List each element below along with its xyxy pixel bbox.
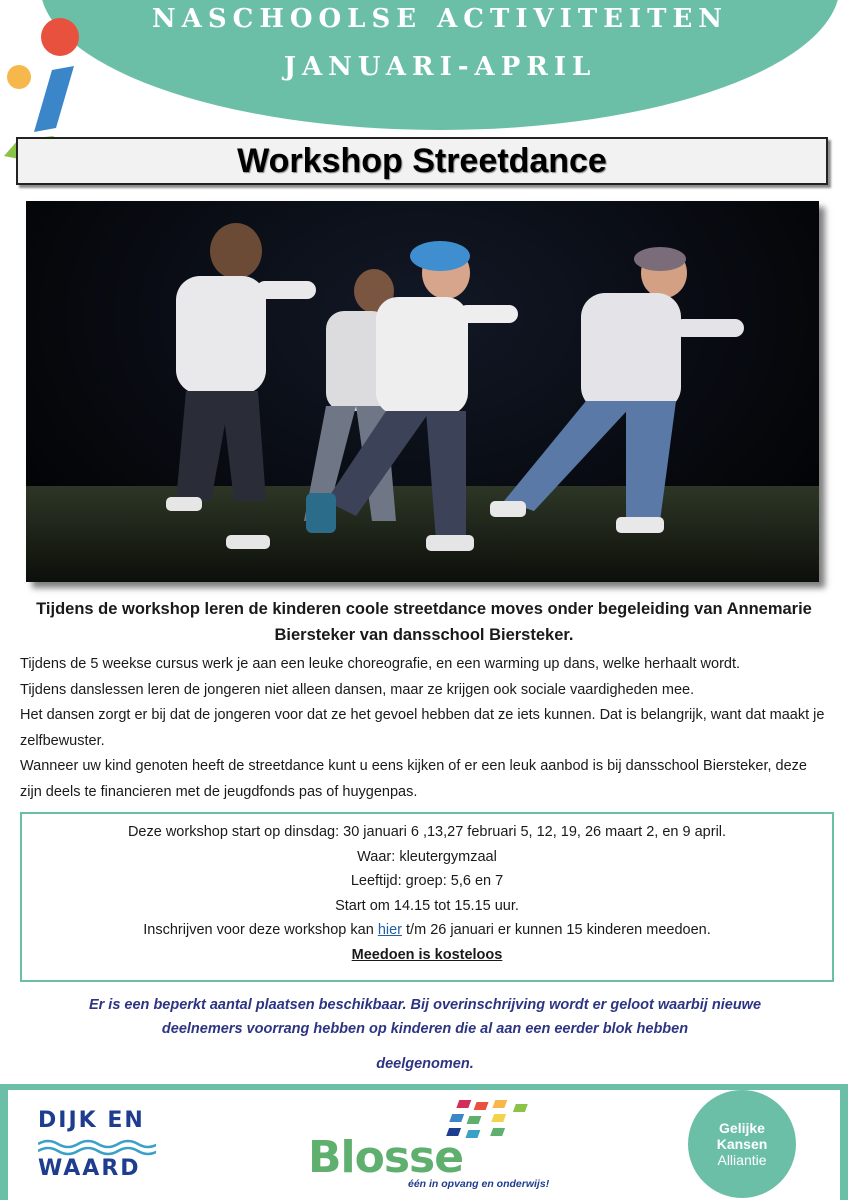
blosse-tagline: één in opvang en onderwijs! [408,1178,550,1190]
free-participation: Meedoen is kosteloos [351,946,503,963]
registration-line [22,918,832,943]
paragraph: Het dansen zorgt er bij dat de jongeren voor dat ze het gevoel hebben dat ze iets kunnen. Dat is belangrijk, want dat maakt je zelfbewuster. [20,707,825,749]
workshop-info-box [20,812,834,982]
workshop-age: Leeftijd: groep: 5,6 en 7 [350,873,504,889]
header-title-line1: NASCHOOLSE ACTIVITEITEN [151,4,729,34]
paragraph: Tijdens de 5 weekse cursus werk je aan een leuke choreografie, en een warming up dans, welke herhaalt wordt. [20,656,741,672]
dijk-en-waard-line1: DIJK EN [38,1108,145,1133]
body-text [20,652,828,805]
workshop-time: Start om 14.15 tot 15.15 uur. [335,897,519,914]
blosse-logo [304,1098,564,1194]
dijk-en-waard-logo [38,1108,156,1188]
wave-icon [38,1138,156,1156]
intro-text: Tijdens de workshop leren de kinderen coole streetdance moves onder begeleiding van Annemarie Biersteker van dansschool Biersteker. [36,600,812,644]
footer-logos [8,1090,840,1200]
header-title-line2: JANUARI-APRIL [283,52,597,82]
footer [0,1084,848,1200]
title-box [16,137,828,185]
limited-places-notice: Er is een beperkt aantal plaatsen beschikbaar. Bij overinschrijving wordt er geloot waarbij nieuwe deelnemers voorrang hebben op kinderen die al aan een eerder blok hebben [88,997,762,1037]
registration-text-after: t/m 26 januari er kunnen 15 kinderen meedoen. [402,922,711,938]
registration-link[interactable]: hier [377,922,402,938]
page-title: Workshop Streetdance [237,142,607,180]
streetdance-photo [26,201,819,582]
registration-text-before: Inschrijven voor deze workshop kan [143,922,378,938]
workshop-dates: Deze workshop start op dinsdag: 30 januari 6 ,13,27 februari 5, 12, 19, 26 maart 2, en 9 april. [127,824,727,840]
gka-line1: Gelijke [719,1120,765,1136]
gelijke-kansen-alliantie-logo [688,1090,796,1198]
paragraph: Tijdens danslessen leren de jongeren niet alleen dansen, maar ze krijgen ook sociale vaardigheden mee. [20,681,695,698]
dijk-en-waard-line2: WAARD [38,1156,141,1181]
limited-places-notice-tail: deelgenomen. [376,1056,474,1072]
gka-line3: Alliantie [717,1152,767,1168]
paragraph: Wanneer uw kind genoten heeft de streetdance kunt u eens kijken of er een leuk aanbod is bij dansschool Biersteker, deze zijn deels te financieren met de jeugdfonds pas of huygenpas. [20,758,807,800]
gka-line2: Kansen [716,1136,768,1152]
blosse-name: Blosse [308,1132,464,1183]
workshop-location: Waar: kleutergymzaal [357,848,497,865]
